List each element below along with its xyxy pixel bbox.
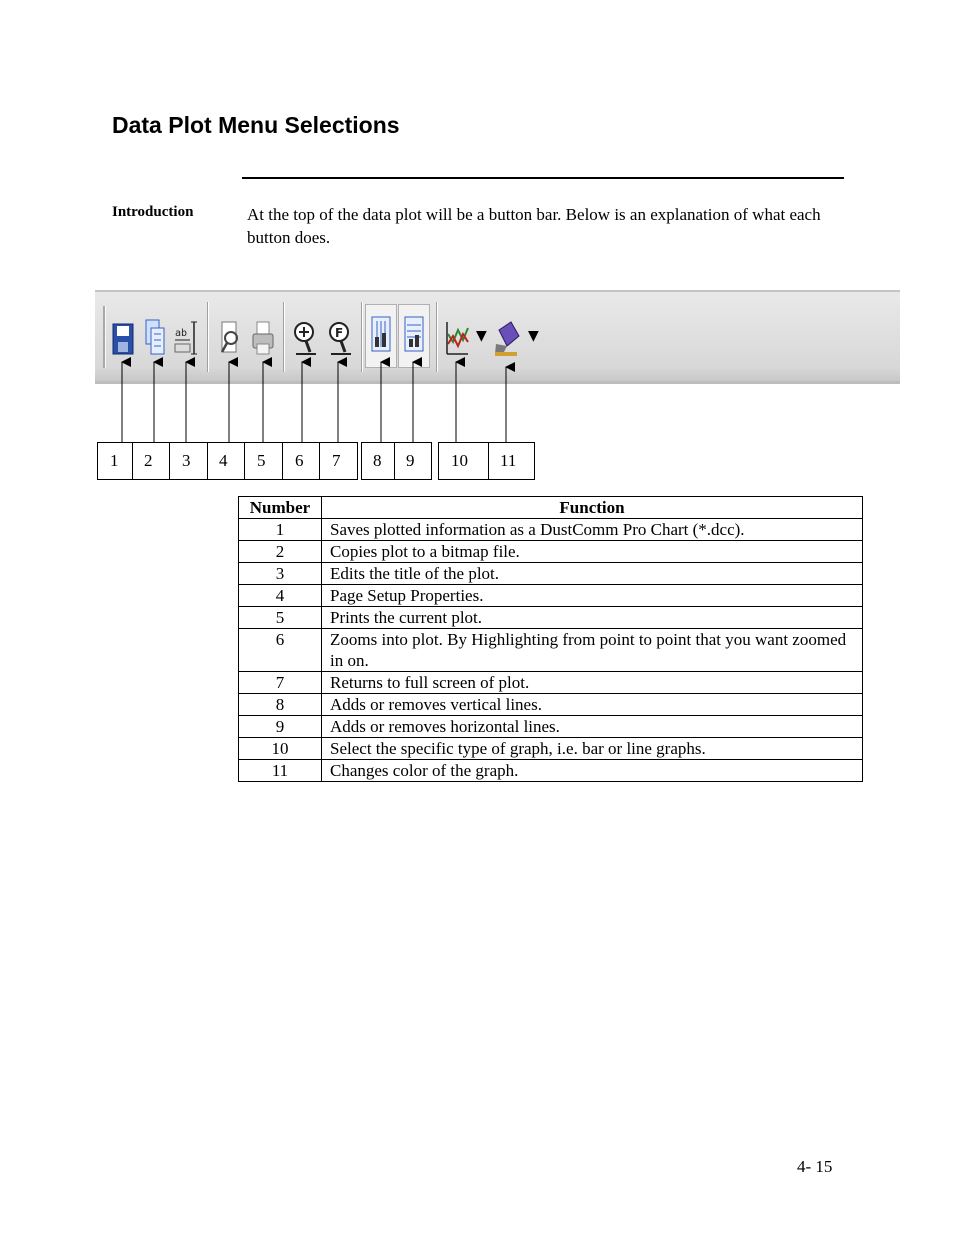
table-row — [239, 672, 863, 694]
row-number: 6 — [239, 629, 322, 672]
table-row — [239, 694, 863, 716]
callout-number: 4 — [207, 442, 245, 480]
page-number: 4- 15 — [797, 1157, 833, 1176]
row-number: 5 — [239, 607, 322, 629]
table-row — [239, 519, 863, 541]
print-button[interactable] — [249, 314, 277, 358]
color-bucket-icon — [493, 314, 521, 360]
row-function: Copies plot to a bitmap file. — [322, 541, 863, 563]
zoom-in-button[interactable] — [291, 314, 319, 358]
svg-text:ab: ab — [175, 328, 188, 339]
table-row — [239, 629, 863, 672]
toolbar-grip[interactable] — [103, 306, 106, 368]
callout-number: 11 — [488, 442, 535, 480]
row-number: 1 — [239, 519, 322, 541]
row-function: Changes color of the graph. — [322, 760, 863, 782]
row-function: Adds or removes horizontal lines. — [322, 716, 863, 738]
callout-number: 9 — [394, 442, 432, 480]
horizontal-lines-button[interactable] — [398, 304, 430, 368]
row-number: 8 — [239, 694, 322, 716]
copy-icon — [143, 314, 167, 360]
row-number: 10 — [239, 738, 322, 760]
row-function: Prints the current plot. — [322, 607, 863, 629]
row-function: Edits the title of the plot. — [322, 563, 863, 585]
color-dropdown-arrow[interactable]: ▼ — [528, 328, 539, 344]
copy-bitmap-button[interactable] — [141, 314, 169, 358]
table-header-row — [239, 497, 863, 519]
row-function: Select the specific type of graph, i.e. bar or line graphs. — [322, 738, 863, 760]
row-number: 7 — [239, 672, 322, 694]
callout-number: 2 — [132, 442, 170, 480]
table-row — [239, 541, 863, 563]
row-function: Adds or removes vertical lines. — [322, 694, 863, 716]
data-plot-toolbar — [95, 290, 900, 384]
horizontal-lines-icon — [402, 315, 426, 355]
row-number: 11 — [239, 760, 322, 782]
callout-number: 1 — [97, 442, 133, 480]
table-row — [239, 607, 863, 629]
row-function: Returns to full screen of plot. — [322, 672, 863, 694]
table-row — [239, 738, 863, 760]
row-number: 4 — [239, 585, 322, 607]
vertical-lines-icon — [369, 315, 393, 355]
vertical-lines-button[interactable] — [365, 304, 397, 368]
callout-number: 5 — [244, 442, 283, 480]
table-row — [239, 563, 863, 585]
svg-text:F: F — [335, 326, 344, 340]
intro-text: At the top of the data plot will be a button bar. Below is an explanation of what each button does. — [247, 205, 821, 247]
zoom-full-icon — [327, 314, 353, 360]
color-button[interactable] — [493, 314, 521, 358]
graph-type-button[interactable] — [443, 314, 471, 358]
print-icon — [251, 314, 275, 360]
page-setup-button[interactable] — [216, 314, 244, 358]
graph-type-icon — [444, 314, 470, 360]
row-function: Saves plotted information as a DustComm Pro Chart (*.dcc). — [322, 519, 863, 541]
row-number: 3 — [239, 563, 322, 585]
row-function: Zooms into plot. By Highlighting from point to point that you want zoomed in on. — [322, 629, 863, 672]
callout-number: 6 — [282, 442, 320, 480]
row-function: Page Setup Properties. — [322, 585, 863, 607]
callout-number: 10 — [438, 442, 489, 480]
table-row — [239, 760, 863, 782]
edit-title-icon — [174, 314, 200, 360]
row-number: 2 — [239, 541, 322, 563]
graph-type-dropdown-arrow[interactable]: ▼ — [476, 328, 487, 344]
column-header-number: Number — [239, 497, 322, 519]
zoom-full-button[interactable] — [326, 314, 354, 358]
function-table — [238, 496, 863, 782]
toolbar-separator — [361, 302, 363, 372]
save-button[interactable] — [109, 314, 137, 358]
page-setup-icon — [218, 314, 242, 360]
intro-label: Introduction — [112, 204, 194, 220]
section-rule — [242, 177, 844, 179]
row-number: 9 — [239, 716, 322, 738]
save-icon — [111, 314, 135, 360]
table-row — [239, 585, 863, 607]
table-row — [239, 716, 863, 738]
callout-number: 8 — [361, 442, 395, 480]
toolbar-separator — [207, 302, 209, 372]
callout-number: 7 — [319, 442, 358, 480]
edit-title-button[interactable] — [173, 314, 201, 358]
toolbar-separator — [436, 302, 438, 372]
toolbar-separator — [283, 302, 285, 372]
zoom-in-icon — [292, 314, 318, 360]
column-header-function: Function — [322, 497, 863, 519]
page-title: Data Plot Menu Selections — [112, 112, 400, 138]
callout-number: 3 — [169, 442, 208, 480]
